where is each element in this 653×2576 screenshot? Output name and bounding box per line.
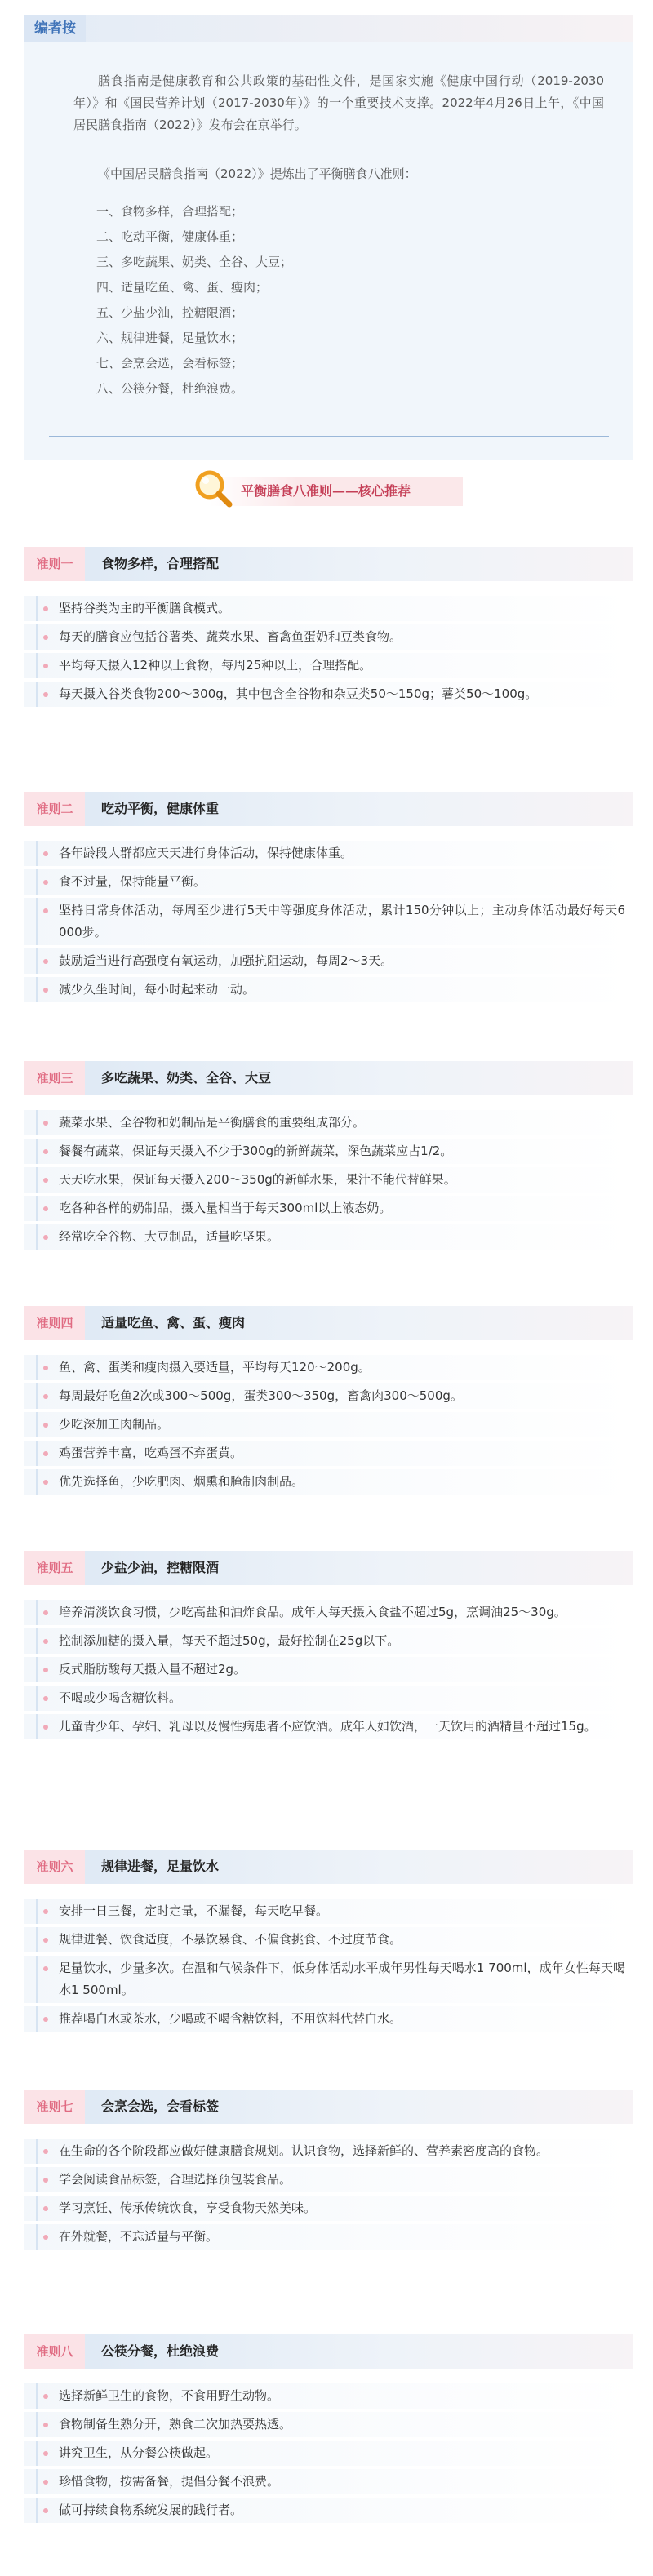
section-items	[24, 1600, 633, 1743]
list-item: 平均每天摄入12种以上食物，每周25种以上，合理搭配。	[24, 653, 633, 678]
list-item: 餐餐有蔬菜，保证每天摄入不少于300g的新鲜蔬菜，深色蔬菜应占1/2。	[24, 1139, 633, 1164]
section-principle-8	[24, 2334, 633, 2563]
list-item: 珍惜食物，按需备餐，提倡分餐不浪费。	[24, 2469, 633, 2494]
section-principle-1	[24, 547, 633, 743]
list-item: 鱼、禽、蛋类和瘦肉摄入要适量，平均每天120～200g。	[24, 1355, 633, 1380]
list-item: 每天的膳食应包括谷薯类、蔬菜水果、畜禽鱼蛋奶和豆类食物。	[24, 624, 633, 650]
section-items	[24, 1110, 633, 1253]
principle-item: 八、公筷分餐，杜绝浪费。	[96, 381, 244, 396]
core-recommendation-heading	[190, 467, 463, 511]
section-principle-3	[24, 1061, 633, 1273]
section-principle-5	[24, 1551, 633, 1820]
principle-item: 三、多吃蔬果、奶类、全谷、大豆；	[96, 255, 293, 269]
list-item: 不喝或少喝含糖饮料。	[24, 1686, 633, 1711]
list-item: 控制添加糖的摄入量，每天不超过50g，最好控制在25g以下。	[24, 1628, 633, 1654]
section-tag: 准则三	[24, 1061, 85, 1095]
editor-note-tag: 编者按	[24, 15, 86, 42]
list-item: 食物制备生熟分开，熟食二次加热要热透。	[24, 2412, 633, 2437]
list-item: 儿童青少年、孕妇、乳母以及慢性病患者不应饮酒。成年人如饮酒，一天饮用的酒精量不超过15g。	[24, 1714, 633, 1739]
editor-note-intro-2: 《中国居民膳食指南（2022）》提炼出了平衡膳食八准则：	[98, 167, 417, 181]
section-principle-2	[24, 792, 633, 1004]
editor-note-intro: 膳食指南是健康教育和公共政策的基础性文件，是国家实施《健康中国行动（2019-2030年）》和《国民营养计划（2017-2030年）》的一个重要技术支撑。2022年4月26日上午，《中国居民膳食指南（2022）》发布会在京举行。	[73, 73, 604, 132]
list-item: 坚持日常身体活动，每周至少进行5天中等强度身体活动，累计150分钟以上；主动身体活动最好每天6 000步。	[24, 898, 633, 945]
section-header	[24, 1850, 633, 1884]
list-item: 少吃深加工肉制品。	[24, 1412, 633, 1437]
list-item: 学会阅读食品标签，合理选择预包装食品。	[24, 2167, 633, 2192]
section-tag: 准则五	[24, 1551, 85, 1585]
principle-item: 一、食物多样，合理搭配；	[96, 204, 244, 219]
section-header	[24, 547, 633, 581]
principle-item: 二、吃动平衡，健康体重；	[96, 229, 244, 244]
principles-list	[73, 199, 292, 402]
list-item: 推荐喝白水或茶水，少喝或不喝含糖饮料，不用饮料代替白水。	[24, 2006, 633, 2032]
section-title: 少盐少油，控糖限酒	[101, 1560, 220, 1575]
list-item: 蔬菜水果、全谷物和奶制品是平衡膳食的重要组成部分。	[24, 1110, 633, 1135]
section-title: 吃动平衡，健康体重	[101, 801, 220, 816]
section-header	[24, 1306, 633, 1340]
section-tag: 准则一	[24, 547, 85, 581]
section-header	[24, 1551, 633, 1585]
section-items	[24, 2139, 633, 2253]
section-title: 规律进餐，足量饮水	[101, 1859, 220, 1874]
section-items	[24, 1899, 633, 2035]
section-header	[24, 792, 633, 826]
list-item: 培养清淡饮食习惯，少吃高盐和油炸食品。成年人每天摄入食盐不超过5g，烹调油25～30g。	[24, 1600, 633, 1625]
divider	[49, 436, 609, 437]
section-title: 会烹会选，会看标签	[101, 2099, 220, 2114]
section-tag: 准则八	[24, 2334, 85, 2369]
list-item: 食不过量，保持能量平衡。	[24, 869, 633, 895]
list-item: 安排一日三餐，定时定量，不漏餐，每天吃早餐。	[24, 1899, 633, 1924]
section-header	[24, 2334, 633, 2369]
section-principle-4	[24, 1306, 633, 1518]
list-item: 每周最好吃鱼2次或300～500g，蛋类300～350g，畜禽肉300～500g。	[24, 1383, 633, 1409]
list-item: 反式脂肪酸每天摄入量不超过2g。	[24, 1657, 633, 1682]
editor-note-body	[24, 42, 633, 460]
section-tag: 准则二	[24, 792, 85, 826]
list-item: 坚持谷类为主的平衡膳食模式。	[24, 596, 633, 621]
section-principle-6	[24, 1850, 633, 2062]
section-items	[24, 596, 633, 710]
principle-item: 七、会烹会选，会看标签；	[96, 356, 244, 371]
editor-note-header	[24, 15, 633, 42]
list-item: 每天摄入谷类食物200～300g，其中包含全谷物和杂豆类50～150g；薯类50～100g。	[24, 682, 633, 707]
list-item: 在生命的各个阶段都应做好健康膳食规划。认识食物，选择新鲜的、营养素密度高的食物。	[24, 2139, 633, 2164]
list-item: 天天吃水果，保证每天摄入200～350g的新鲜水果，果汁不能代替鲜果。	[24, 1167, 633, 1193]
section-tag: 准则四	[24, 1306, 85, 1340]
list-item: 优先选择鱼，少吃肥肉、烟熏和腌制肉制品。	[24, 1469, 633, 1495]
section-header	[24, 1061, 633, 1095]
section-items	[24, 1355, 633, 1498]
section-title: 多吃蔬果、奶类、全谷、大豆	[101, 1070, 272, 1086]
list-item: 鼓励适当进行高强度有氧运动，加强抗阻运动，每周2～3天。	[24, 948, 633, 974]
list-item: 学习烹饪、传承传统饮食，享受食物天然美味。	[24, 2196, 633, 2221]
list-item: 吃各种各样的奶制品，摄入量相当于每天300ml以上液态奶。	[24, 1196, 633, 1221]
list-item: 鸡蛋营养丰富，吃鸡蛋不弃蛋黄。	[24, 1441, 633, 1466]
principle-item: 六、规律进餐，足量饮水；	[96, 331, 244, 345]
section-tag: 准则六	[24, 1850, 85, 1884]
list-item: 减少久坐时间，每小时起来动一动。	[24, 977, 633, 1002]
principle-item: 五、少盐少油，控糖限酒；	[96, 305, 244, 320]
principle-item: 四、适量吃鱼、禽、蛋、瘦肉；	[96, 280, 269, 295]
magnifier-icon	[190, 467, 236, 511]
section-items	[24, 2383, 633, 2526]
list-item: 各年龄段人群都应天天进行身体活动，保持健康体重。	[24, 841, 633, 866]
list-item: 选择新鲜卫生的食物，不食用野生动物。	[24, 2383, 633, 2409]
section-items	[24, 841, 633, 1006]
section-title: 适量吃鱼、禽、蛋、瘦肉	[101, 1315, 246, 1330]
list-item: 经常吃全谷物、大豆制品，适量吃坚果。	[24, 1224, 633, 1250]
section-header	[24, 2090, 633, 2124]
section-tag: 准则七	[24, 2090, 85, 2124]
list-item: 规律进餐、饮食适度，不暴饮暴食、不偏食挑食、不过度节食。	[24, 1927, 633, 1952]
section-title: 公筷分餐，杜绝浪费	[101, 2343, 220, 2359]
list-item: 讲究卫生，从分餐公筷做起。	[24, 2441, 633, 2466]
list-item: 足量饮水，少量多次。在温和气候条件下，低身体活动水平成年男性每天喝水1 700ml，成年女性每天喝水1 500ml。	[24, 1956, 633, 2003]
section-title: 食物多样，合理搭配	[101, 556, 220, 571]
heading-text: 平衡膳食八准则——核心推荐	[241, 483, 411, 499]
list-item: 在外就餐，不忘适量与平衡。	[24, 2224, 633, 2250]
section-principle-7	[24, 2090, 633, 2302]
list-item: 做可持续食物系统发展的践行者。	[24, 2498, 633, 2523]
